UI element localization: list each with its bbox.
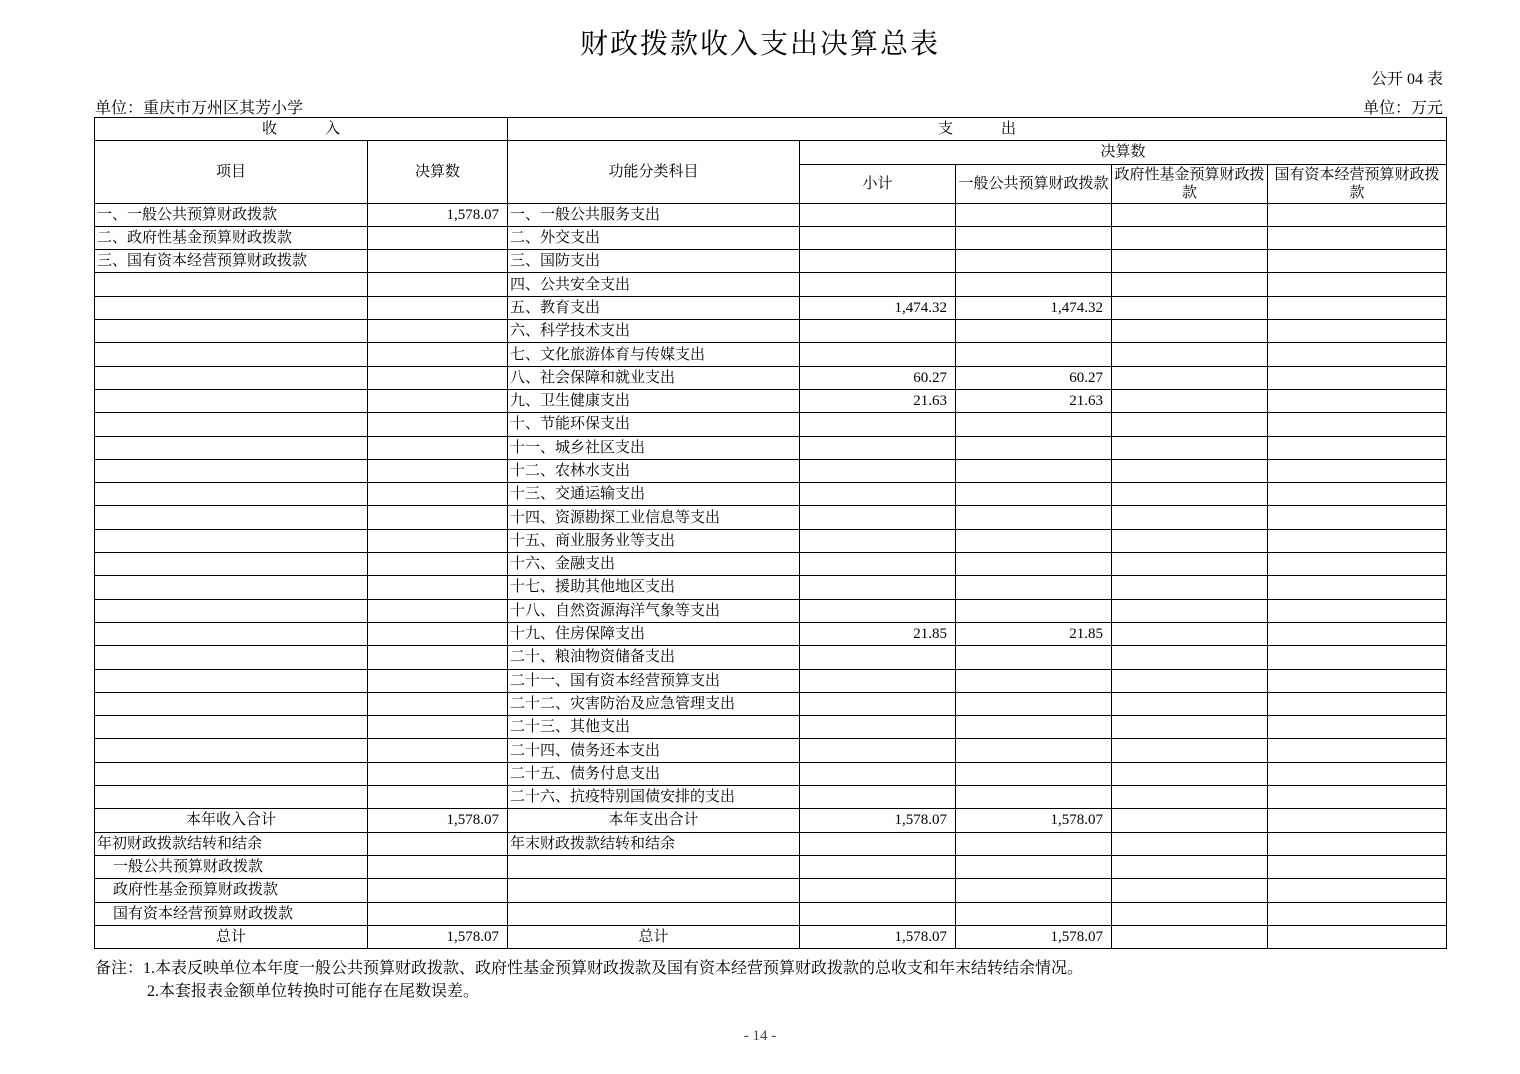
subtotal-cell bbox=[800, 506, 956, 529]
subtotal-cell bbox=[800, 855, 956, 878]
notes bbox=[95, 957, 1083, 1003]
income-amount-cell bbox=[368, 576, 508, 599]
income-amount-cell bbox=[368, 762, 508, 785]
gov-fund-cell bbox=[1112, 296, 1268, 319]
gov-fund-cell bbox=[1112, 483, 1268, 506]
income-amount-cell bbox=[368, 529, 508, 552]
state-capital-cell bbox=[1268, 902, 1447, 925]
state-capital-cell bbox=[1268, 925, 1447, 948]
income-group-header: 收入 bbox=[95, 118, 508, 141]
income-amount-cell bbox=[368, 855, 508, 878]
gov-fund-cell bbox=[1112, 855, 1268, 878]
general-budget-cell bbox=[956, 576, 1112, 599]
page-number: - 14 - bbox=[743, 1028, 777, 1044]
income-item-cell: 政府性基金预算财政拨款 bbox=[95, 879, 368, 902]
expense-subject-cell: 二十、粮油物资储备支出 bbox=[508, 646, 800, 669]
gov-fund-header: 政府性基金预算财政拨款 bbox=[1112, 164, 1268, 203]
subtotal-cell bbox=[800, 692, 956, 715]
general-budget-cell bbox=[956, 669, 1112, 692]
gov-fund-cell bbox=[1112, 622, 1268, 645]
general-budget-cell: 1,474.32 bbox=[956, 296, 1112, 319]
state-capital-cell bbox=[1268, 646, 1447, 669]
income-amount-cell bbox=[368, 879, 508, 902]
income-amount-cell bbox=[368, 459, 508, 482]
form-number: 公开 04 表 bbox=[1370, 71, 1443, 88]
income-amount-cell bbox=[368, 226, 508, 249]
table-row bbox=[95, 343, 1447, 366]
table-row bbox=[95, 669, 1447, 692]
table-row bbox=[95, 553, 1447, 576]
state-capital-cell bbox=[1268, 226, 1447, 249]
income-amount-cell bbox=[368, 250, 508, 273]
income-amount-cell bbox=[368, 622, 508, 645]
currency-unit: 单位：万元 bbox=[1362, 100, 1443, 117]
general-budget-cell: 21.85 bbox=[956, 622, 1112, 645]
table-row bbox=[95, 622, 1447, 645]
income-amount-cell: 1,578.07 bbox=[368, 925, 508, 948]
general-budget-cell bbox=[956, 902, 1112, 925]
expense-subject-cell: 十、节能环保支出 bbox=[508, 413, 800, 436]
carryover-row bbox=[95, 832, 1447, 855]
gov-fund-cell bbox=[1112, 879, 1268, 902]
income-item-cell bbox=[95, 739, 368, 762]
subtotal-cell bbox=[800, 832, 956, 855]
carryover-row bbox=[95, 879, 1447, 902]
state-capital-cell bbox=[1268, 506, 1447, 529]
table-row bbox=[95, 529, 1447, 552]
table-row bbox=[95, 226, 1447, 249]
expense-subject-cell: 二十六、抗疫特别国债安排的支出 bbox=[508, 786, 800, 809]
expense-subject-cell: 二十五、债务付息支出 bbox=[508, 762, 800, 785]
subtotal-cell bbox=[800, 250, 956, 273]
state-capital-cell bbox=[1268, 389, 1447, 412]
income-amount-cell bbox=[368, 832, 508, 855]
expense-subject-cell: 二十一、国有资本经营预算支出 bbox=[508, 669, 800, 692]
subtotal-cell bbox=[800, 576, 956, 599]
subtotal-cell bbox=[800, 739, 956, 762]
expense-subject-cell bbox=[508, 855, 800, 878]
general-budget-cell bbox=[956, 646, 1112, 669]
income-item-cell bbox=[95, 622, 368, 645]
state-capital-cell bbox=[1268, 250, 1447, 273]
subtotal-cell bbox=[800, 786, 956, 809]
table-row bbox=[95, 413, 1447, 436]
expense-subject-cell: 十六、金融支出 bbox=[508, 553, 800, 576]
subtotal-cell: 1,578.07 bbox=[800, 809, 956, 832]
subtotal-cell bbox=[800, 669, 956, 692]
expense-subject-cell bbox=[508, 879, 800, 902]
general-budget-cell bbox=[956, 273, 1112, 296]
subtotal-cell bbox=[800, 762, 956, 785]
subtotal-cell bbox=[800, 273, 956, 296]
expense-subject-cell: 十一、城乡社区支出 bbox=[508, 436, 800, 459]
income-amount-cell bbox=[368, 343, 508, 366]
income-amount-cell bbox=[368, 389, 508, 412]
subtotal-cell bbox=[800, 529, 956, 552]
income-item-cell bbox=[95, 599, 368, 622]
subtotal-cell: 21.63 bbox=[800, 389, 956, 412]
general-budget-cell bbox=[956, 203, 1112, 226]
income-item-cell: 本年收入合计 bbox=[95, 809, 368, 832]
subtotal-cell: 21.85 bbox=[800, 622, 956, 645]
expense-subject-cell: 十七、援助其他地区支出 bbox=[508, 576, 800, 599]
general-budget-cell: 60.27 bbox=[956, 366, 1112, 389]
subtotal-cell: 60.27 bbox=[800, 366, 956, 389]
state-capital-cell bbox=[1268, 692, 1447, 715]
state-capital-cell bbox=[1268, 762, 1447, 785]
gov-fund-cell bbox=[1112, 646, 1268, 669]
income-amount-cell bbox=[368, 506, 508, 529]
state-capital-cell bbox=[1268, 529, 1447, 552]
income-item-cell bbox=[95, 529, 368, 552]
expense-subject-cell: 七、文化旅游体育与传媒支出 bbox=[508, 343, 800, 366]
year-total-row bbox=[95, 809, 1447, 832]
income-item-cell: 总计 bbox=[95, 925, 368, 948]
expense-subject-cell: 九、卫生健康支出 bbox=[508, 389, 800, 412]
table-row bbox=[95, 250, 1447, 273]
general-budget-cell bbox=[956, 599, 1112, 622]
general-budget-cell bbox=[956, 553, 1112, 576]
item-header: 项目 bbox=[95, 141, 368, 203]
state-capital-cell bbox=[1268, 716, 1447, 739]
subtotal-cell bbox=[800, 646, 956, 669]
state-capital-cell bbox=[1268, 879, 1447, 902]
general-budget-cell bbox=[956, 413, 1112, 436]
income-amount-cell bbox=[368, 646, 508, 669]
state-capital-cell bbox=[1268, 320, 1447, 343]
expense-subject-cell: 五、教育支出 bbox=[508, 296, 800, 319]
gov-fund-cell bbox=[1112, 250, 1268, 273]
subtotal-cell: 1,578.07 bbox=[800, 925, 956, 948]
income-item-cell bbox=[95, 762, 368, 785]
general-budget-cell bbox=[956, 716, 1112, 739]
gov-fund-cell bbox=[1112, 809, 1268, 832]
subtotal-cell bbox=[800, 203, 956, 226]
gov-fund-cell bbox=[1112, 203, 1268, 226]
gov-fund-cell bbox=[1112, 925, 1268, 948]
expense-subject-cell: 年末财政拨款结转和结余 bbox=[508, 832, 800, 855]
budget-table bbox=[94, 117, 1447, 949]
table-row bbox=[95, 459, 1447, 482]
income-amount-cell bbox=[368, 692, 508, 715]
general-budget-cell bbox=[956, 762, 1112, 785]
state-capital-cell bbox=[1268, 273, 1447, 296]
income-amount-cell bbox=[368, 366, 508, 389]
gov-fund-cell bbox=[1112, 786, 1268, 809]
expense-subject-cell: 十四、资源勘探工业信息等支出 bbox=[508, 506, 800, 529]
income-item-cell bbox=[95, 436, 368, 459]
subtotal-cell bbox=[800, 320, 956, 343]
income-item-cell bbox=[95, 553, 368, 576]
unit-name: 单位：重庆市万州区其芳小学 bbox=[95, 100, 304, 117]
subtotal-cell bbox=[800, 553, 956, 576]
expense-subject-cell: 六、科学技术支出 bbox=[508, 320, 800, 343]
subtotal-cell bbox=[800, 879, 956, 902]
table-row bbox=[95, 436, 1447, 459]
table-row bbox=[95, 506, 1447, 529]
income-amount-cell bbox=[368, 902, 508, 925]
income-item-cell bbox=[95, 389, 368, 412]
gov-fund-cell bbox=[1112, 459, 1268, 482]
income-item-cell bbox=[95, 483, 368, 506]
subtotal-cell bbox=[800, 716, 956, 739]
income-item-cell: 年初财政拨款结转和结余 bbox=[95, 832, 368, 855]
income-item-cell bbox=[95, 413, 368, 436]
gov-fund-cell bbox=[1112, 389, 1268, 412]
subtotal-cell bbox=[800, 413, 956, 436]
expense-group-header: 支出 bbox=[508, 118, 1447, 141]
subtotal-header: 小计 bbox=[800, 164, 956, 203]
note-line-1: 备注：1.本表反映单位本年度一般公共预算财政拨款、政府性基金预算财政拨款及国有资本经营预算财政拨款的总收支和年末结转结余情况。 bbox=[95, 960, 1084, 977]
general-budget-cell: 21.63 bbox=[956, 389, 1112, 412]
expense-subject-cell: 十九、住房保障支出 bbox=[508, 622, 800, 645]
table-row bbox=[95, 273, 1447, 296]
income-item-cell: 三、国有资本经营预算财政拨款 bbox=[95, 250, 368, 273]
expense-subject-cell: 十五、商业服务业等支出 bbox=[508, 529, 800, 552]
state-capital-cell bbox=[1268, 296, 1447, 319]
table-row bbox=[95, 296, 1447, 319]
state-capital-cell bbox=[1268, 553, 1447, 576]
state-capital-header: 国有资本经营预算财政拨款 bbox=[1268, 164, 1447, 203]
general-budget-cell bbox=[956, 879, 1112, 902]
income-amount-cell bbox=[368, 739, 508, 762]
table-row bbox=[95, 762, 1447, 785]
table-row bbox=[95, 389, 1447, 412]
page-title: 财政拨款收入支出决算总表 bbox=[579, 29, 940, 60]
income-item-cell bbox=[95, 506, 368, 529]
state-capital-cell bbox=[1268, 599, 1447, 622]
income-amount-cell bbox=[368, 320, 508, 343]
expense-subject-cell: 十二、农林水支出 bbox=[508, 459, 800, 482]
note-line-2: 2.本套报表金额单位转换时可能存在尾数误差。 bbox=[147, 983, 480, 1000]
state-capital-cell bbox=[1268, 343, 1447, 366]
state-capital-cell bbox=[1268, 669, 1447, 692]
table-row bbox=[95, 786, 1447, 809]
gov-fund-cell bbox=[1112, 553, 1268, 576]
amount-header: 决算数 bbox=[368, 141, 508, 203]
income-item-cell: 国有资本经营预算财政拨款 bbox=[95, 902, 368, 925]
income-amount-cell bbox=[368, 716, 508, 739]
general-budget-cell bbox=[956, 483, 1112, 506]
table-row bbox=[95, 320, 1447, 343]
state-capital-cell bbox=[1268, 739, 1447, 762]
gov-fund-cell bbox=[1112, 599, 1268, 622]
general-budget-cell bbox=[956, 250, 1112, 273]
gov-fund-cell bbox=[1112, 669, 1268, 692]
gov-fund-cell bbox=[1112, 692, 1268, 715]
income-amount-cell bbox=[368, 413, 508, 436]
subtotal-cell bbox=[800, 343, 956, 366]
income-item-cell bbox=[95, 296, 368, 319]
income-item-cell bbox=[95, 646, 368, 669]
general-budget-cell bbox=[956, 692, 1112, 715]
expense-subject-cell: 二十四、债务还本支出 bbox=[508, 739, 800, 762]
table-row bbox=[95, 739, 1447, 762]
expense-subject-cell: 四、公共安全支出 bbox=[508, 273, 800, 296]
gov-fund-cell bbox=[1112, 413, 1268, 436]
general-budget-cell bbox=[956, 529, 1112, 552]
general-budget-cell: 1,578.07 bbox=[956, 925, 1112, 948]
income-amount-cell bbox=[368, 669, 508, 692]
gov-fund-cell bbox=[1112, 343, 1268, 366]
income-amount-cell bbox=[368, 553, 508, 576]
gov-fund-cell bbox=[1112, 273, 1268, 296]
table-row bbox=[95, 483, 1447, 506]
gov-fund-cell bbox=[1112, 739, 1268, 762]
table-row bbox=[95, 366, 1447, 389]
general-budget-cell bbox=[956, 436, 1112, 459]
subtotal-cell bbox=[800, 902, 956, 925]
state-capital-cell bbox=[1268, 576, 1447, 599]
state-capital-cell bbox=[1268, 413, 1447, 436]
state-capital-cell bbox=[1268, 459, 1447, 482]
general-budget-cell bbox=[956, 832, 1112, 855]
state-capital-cell bbox=[1268, 436, 1447, 459]
gov-fund-cell bbox=[1112, 716, 1268, 739]
expense-subject-cell: 二十三、其他支出 bbox=[508, 716, 800, 739]
grand-total-row bbox=[95, 925, 1447, 948]
general-budget-cell bbox=[956, 786, 1112, 809]
income-item-cell bbox=[95, 320, 368, 343]
subtotal-cell: 1,474.32 bbox=[800, 296, 956, 319]
state-capital-cell bbox=[1268, 855, 1447, 878]
general-budget-cell bbox=[956, 506, 1112, 529]
gov-fund-cell bbox=[1112, 762, 1268, 785]
general-budget-cell bbox=[956, 459, 1112, 482]
expense-subject-cell: 八、社会保障和就业支出 bbox=[508, 366, 800, 389]
income-item-cell bbox=[95, 273, 368, 296]
general-budget-cell bbox=[956, 855, 1112, 878]
table-row bbox=[95, 692, 1447, 715]
income-amount-cell bbox=[368, 296, 508, 319]
gov-fund-cell bbox=[1112, 436, 1268, 459]
gov-fund-cell bbox=[1112, 320, 1268, 343]
general-budget-cell bbox=[956, 320, 1112, 343]
general-budget-header: 一般公共预算财政拨款 bbox=[956, 164, 1112, 203]
table-row bbox=[95, 646, 1447, 669]
general-budget-cell bbox=[956, 226, 1112, 249]
income-amount-cell: 1,578.07 bbox=[368, 809, 508, 832]
carryover-row bbox=[95, 855, 1447, 878]
subtotal-cell bbox=[800, 459, 956, 482]
gov-fund-cell bbox=[1112, 366, 1268, 389]
table-row bbox=[95, 576, 1447, 599]
state-capital-cell bbox=[1268, 809, 1447, 832]
income-item-cell bbox=[95, 786, 368, 809]
state-capital-cell bbox=[1268, 786, 1447, 809]
gov-fund-cell bbox=[1112, 576, 1268, 599]
income-amount-cell bbox=[368, 483, 508, 506]
expense-subject-cell: 本年支出合计 bbox=[508, 809, 800, 832]
income-amount-cell bbox=[368, 786, 508, 809]
gov-fund-cell bbox=[1112, 832, 1268, 855]
expense-subject-cell: 三、国防支出 bbox=[508, 250, 800, 273]
general-budget-cell: 1,578.07 bbox=[956, 809, 1112, 832]
income-amount-cell bbox=[368, 436, 508, 459]
expense-subject-cell: 十八、自然资源海洋气象等支出 bbox=[508, 599, 800, 622]
final-amount-header: 决算数 bbox=[800, 141, 1447, 164]
income-item-cell bbox=[95, 716, 368, 739]
income-item-cell bbox=[95, 366, 368, 389]
table-row bbox=[95, 599, 1447, 622]
subtotal-cell bbox=[800, 436, 956, 459]
expense-subject-cell: 二、外交支出 bbox=[508, 226, 800, 249]
income-item-cell bbox=[95, 459, 368, 482]
gov-fund-cell bbox=[1112, 902, 1268, 925]
function-subject-header: 功能分类科目 bbox=[508, 141, 800, 203]
income-item-cell: 二、政府性基金预算财政拨款 bbox=[95, 226, 368, 249]
income-amount-cell: 1,578.07 bbox=[368, 203, 508, 226]
expense-subject-cell: 一、一般公共服务支出 bbox=[508, 203, 800, 226]
table-row bbox=[95, 203, 1447, 226]
income-item-cell bbox=[95, 669, 368, 692]
income-amount-cell bbox=[368, 599, 508, 622]
expense-subject-cell bbox=[508, 902, 800, 925]
income-item-cell: 一、一般公共预算财政拨款 bbox=[95, 203, 368, 226]
expense-subject-cell: 二十二、灾害防治及应急管理支出 bbox=[508, 692, 800, 715]
subtotal-cell bbox=[800, 599, 956, 622]
income-item-cell: 一般公共预算财政拨款 bbox=[95, 855, 368, 878]
table-row bbox=[95, 716, 1447, 739]
subtotal-cell bbox=[800, 483, 956, 506]
general-budget-cell bbox=[956, 739, 1112, 762]
expense-subject-cell: 总计 bbox=[508, 925, 800, 948]
expense-subject-cell: 十三、交通运输支出 bbox=[508, 483, 800, 506]
gov-fund-cell bbox=[1112, 529, 1268, 552]
gov-fund-cell bbox=[1112, 226, 1268, 249]
general-budget-cell bbox=[956, 343, 1112, 366]
income-item-cell bbox=[95, 576, 368, 599]
state-capital-cell bbox=[1268, 366, 1447, 389]
state-capital-cell bbox=[1268, 832, 1447, 855]
gov-fund-cell bbox=[1112, 506, 1268, 529]
carryover-row bbox=[95, 902, 1447, 925]
state-capital-cell bbox=[1268, 483, 1447, 506]
subtotal-cell bbox=[800, 226, 956, 249]
state-capital-cell bbox=[1268, 203, 1447, 226]
income-amount-cell bbox=[368, 273, 508, 296]
income-item-cell bbox=[95, 343, 368, 366]
state-capital-cell bbox=[1268, 622, 1447, 645]
income-item-cell bbox=[95, 692, 368, 715]
